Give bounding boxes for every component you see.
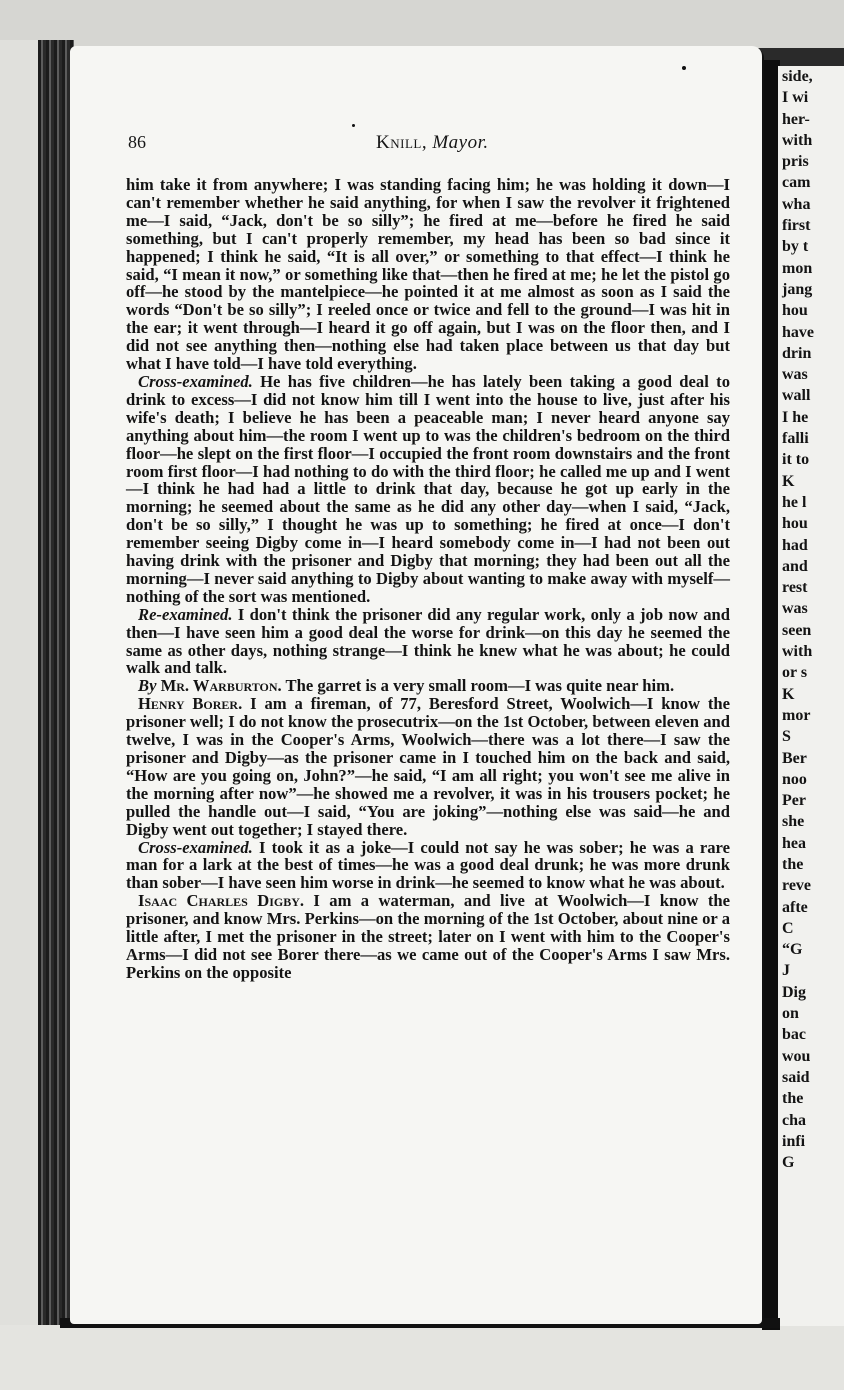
running-head-title: Mayor.: [432, 132, 489, 153]
facing-page-line: K: [782, 685, 795, 703]
book-spine: [38, 40, 74, 1340]
facing-page-line: hea: [782, 834, 806, 852]
facing-page-line: or s: [782, 664, 808, 682]
facing-page-line: on: [782, 1005, 799, 1023]
facing-page-line: reve: [782, 877, 812, 895]
paragraph-body: I took it as a joke—I could not say he was sober; he was a rare man for a lark at the best of times—he was a good deal drunk; he was more drunk than sober—I have seen him worse in drink—he seemed to know what he was about.: [126, 837, 730, 893]
facing-page-line: hou: [782, 515, 808, 533]
facing-page-line: hou: [782, 302, 808, 320]
facing-page-line: G: [782, 1154, 795, 1172]
facing-page-line: wha: [782, 195, 811, 213]
facing-page-fragment: [778, 66, 844, 1326]
facing-page-line: I he: [782, 408, 809, 426]
facing-page-line: said: [782, 1068, 810, 1086]
facing-page-line: first: [782, 217, 811, 235]
paragraph-body: The garret is a very small room—I was quite near him.: [281, 676, 675, 696]
paragraph-body: I am a fireman, of 77, Beresford Street, Woolwich—I know the prisoner well; I do not know the prosecutrix—on the 1st October, between eleven and twelve, I was in the Cooper's Arms, Woolwich—there was a lot there—I saw the prisoner and Digby—as the prisoner came in I touched him on the back and said, “How are you going on, John?”—he said, “I am all right; you won't see me alive in the morning after now”—he showed me a revolver, it was in his trousers pocket; he pulled the handle out—I said, “You are joking”—nothing else was said—he and Digby went out together; I stayed there.: [126, 694, 730, 839]
facing-page-line: I wi: [782, 89, 809, 107]
facing-page-line: bac: [782, 1026, 806, 1044]
running-head-name: Knill,: [376, 132, 428, 153]
scan-bottom-margin: [0, 1325, 844, 1390]
facing-page-line: seen: [782, 621, 812, 639]
facing-page-line: Dig: [782, 983, 806, 1001]
facing-page-line: her-: [782, 110, 810, 128]
facing-page-line: drin: [782, 344, 812, 362]
scan-left-margin: [0, 40, 40, 1340]
scan-top-margin: [0, 0, 844, 48]
facing-page-lines: [778, 66, 844, 1173]
facing-page-line: the: [782, 1090, 804, 1108]
facing-page-line: Ber: [782, 749, 807, 767]
facing-page-line: with: [782, 643, 813, 661]
facing-page-line: falli: [782, 430, 809, 448]
paragraph-lead: Cross-examined.: [138, 371, 253, 391]
running-head: [376, 132, 489, 154]
facing-page-line: mor: [782, 706, 811, 724]
paragraph: [126, 606, 730, 678]
facing-page-line: Per: [782, 792, 806, 810]
facing-page-line: jang: [782, 280, 813, 298]
facing-page-line: cam: [782, 174, 811, 192]
facing-page-line: and: [782, 557, 808, 575]
facing-page-line: rest: [782, 579, 808, 597]
ink-speck: [682, 66, 686, 70]
facing-page-line: he l: [782, 493, 807, 511]
paragraph-body: him take it from anywhere; I was standing facing him; he was holding it down—I can't remember whether he said anything, for when I saw the revolver it frightened me—I said, “Jack, don't be so silly”; he fired at me—before he fired he said something, but I can't properly remember, my head has been so bad since it happened; I think he said, “It is all over,” or something to that effect—I think he said, “I mean it now,” or something like that—then he fired at me; he let the pistol go off—he stood by the mantelpiece—he pointed it at me almost as soon as I said the words “Don't be so silly”; I reeled once or twice and fell to the ground—I was hit in the ear; it went through—I heard it go off again, but I was on the floor then, and I did not see anything then—nothing else had taken place between us that day but what I have told—I have told everything.: [126, 175, 730, 374]
facing-page-line: by t: [782, 238, 809, 256]
facing-page-line: it to: [782, 451, 810, 469]
body-text: [126, 176, 730, 982]
paragraph: [126, 176, 730, 373]
paragraph: [126, 373, 730, 606]
facing-page-line: side,: [782, 68, 813, 85]
page-number: 86: [128, 132, 146, 152]
paragraph-body: I am a waterman, and live at Woolwich—I know the prisoner, and know Mrs. Perkins—on the morning of the 1st October, about nine or a little after, I met the prisoner in the street; later on I went with him to the Cooper's Arms—I did not see Borer there—as we came out of the Cooper's Arms I saw Mrs. Perkins on the opposite: [126, 891, 730, 982]
paragraph-lead: Re-examined.: [138, 604, 233, 624]
facing-page-line: pris: [782, 153, 809, 171]
paragraph-body: I don't think the prisoner did any regular work, only a job now and then—I have seen him a good deal the worse for drink—on this day he seemed the same as other days, nothing strange—I think he knew what he was about; he could walk and talk.: [126, 604, 730, 678]
paragraph-body: He has five children—he has lately been taking a good deal to drink to excess—I did not know him till I went into the house to live, just after his wife's death; I believe he has been a peaceable man; I never heard anyone say anything about him—the room I went up to was the children's bedroom on the third floor—he slept on the first floor—I occupied the front room downstairs and the front room first floor—I had nothing to do with the third floor; he called me up and I went—I think he had had a little to drink that day, because he got up early in the morning; he seemed about the same as he did any other day—when I said, “Jack, don't be so silly,” I thought he was up to something; he fired at once—I don't remember seeing Digby come in—I heard somebody come in—I had not been out having drink with the prisoner and Digby that morning; they had been out all the morning—I never said anything to Digby about wanting to make away with myself—nothing of the sort was mentioned.: [126, 371, 730, 606]
facing-page-line: infi: [782, 1132, 806, 1150]
book-page: [70, 46, 762, 1324]
facing-page-line: was: [782, 600, 808, 618]
facing-page-line: C: [782, 919, 794, 937]
facing-page-line: cha: [782, 1111, 806, 1129]
speaker-name: Mr. Warburton.: [160, 676, 282, 696]
facing-page-line: J: [782, 962, 790, 980]
facing-page-line: mon: [782, 259, 813, 277]
paragraph: [126, 892, 730, 982]
paragraph-lead: Cross-examined.: [138, 837, 253, 857]
witness-name: Isaac Charles Digby.: [138, 891, 305, 911]
facing-page-line: the: [782, 855, 804, 873]
facing-page-line: K: [782, 472, 795, 490]
facing-page-line: was: [782, 366, 808, 384]
facing-page-line: noo: [782, 770, 807, 788]
paragraph: [126, 677, 730, 695]
facing-page-line: had: [782, 536, 808, 554]
facing-page-line: S: [782, 728, 791, 746]
facing-page-line: she: [782, 813, 805, 831]
facing-page-line: afte: [782, 898, 808, 916]
facing-page-line: wou: [782, 1047, 811, 1065]
facing-page-line: wall: [782, 387, 811, 405]
facing-page-line: with: [782, 131, 813, 149]
paragraph: [126, 695, 730, 838]
witness-name: Henry Borer.: [138, 694, 243, 714]
ink-speck: [352, 124, 355, 127]
paragraph: [126, 839, 730, 893]
facing-page-line: have: [782, 323, 814, 341]
facing-page-line: “G: [782, 941, 803, 959]
paragraph-lead: By: [138, 676, 157, 696]
